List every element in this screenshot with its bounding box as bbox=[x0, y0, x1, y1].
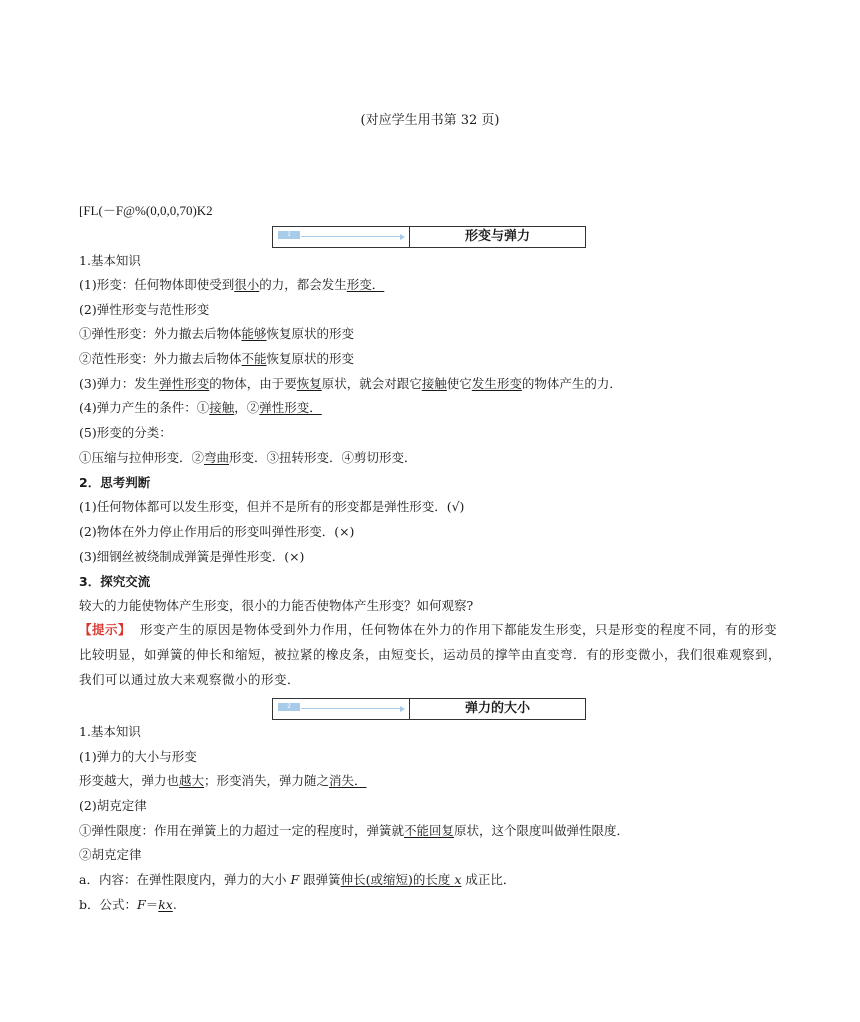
text-line: (2)物体在外力停止作用后的形变叫弹性形变．(×) bbox=[79, 524, 355, 539]
section-title: 形变与弹力 bbox=[464, 229, 530, 244]
text-line: ②范性形变：外力撤去后物体不能恢复原状的形变 bbox=[79, 351, 355, 366]
text-line: 形变越大，弹力也越大；形变消失，弹力随之消失． bbox=[79, 773, 367, 788]
subheading: 2．思考判断 bbox=[79, 475, 151, 490]
subheading: 3．探究交流 bbox=[79, 574, 151, 589]
arrow-icon bbox=[301, 708, 401, 709]
typesetting-code: [FL(－F@%(0,0,0,70)K2 bbox=[79, 203, 213, 218]
text-line: (5)形变的分类： bbox=[79, 425, 172, 440]
text-line: ②胡克定律 bbox=[79, 847, 142, 862]
page-reference: (对应学生用书第 32 页) bbox=[360, 113, 500, 128]
text-line: 1.基本知识 bbox=[79, 253, 141, 268]
question-text: 较大的力能使物体产生形变，很小的力能否使物体产生形变？如何观察? bbox=[79, 598, 474, 613]
arrow-icon bbox=[301, 236, 401, 237]
section-banner-2 bbox=[272, 698, 586, 720]
text-line: (2)胡克定律 bbox=[79, 798, 147, 813]
section-tag: 1 bbox=[278, 231, 300, 239]
text-line: (3)细钢丝被绕制成弹簧是弹性形变．(×) bbox=[79, 549, 305, 564]
section-title: 弹力的大小 bbox=[464, 701, 530, 716]
text-line: (1)任何物体都可以发生形变，但并不是所有的形变都是弹性形变．(√) bbox=[79, 499, 465, 514]
section-banner-1 bbox=[272, 226, 586, 248]
hint-paragraph: 【提示】 形变产生的原因是物体受到外力作用，任何物体在外力的作用下都能发生形变，只是形变的程度不同，有的形变比较明显，如弹簧的伸长和缩短，被拉紧的橡皮条，由短变长，运动员的撑竿由直变弯．有的形变微小，我们很难观察到，我们可以通过放大来观察微小的形变． bbox=[79, 622, 782, 687]
text-line: a．内容：在弹性限度内，弹力的大小 F 跟弹簧伸长(或缩短)的长度 x 成正比． bbox=[79, 872, 516, 887]
text-line: 1.基本知识 bbox=[79, 724, 141, 739]
text-line: b．公式：F＝kx. bbox=[79, 897, 177, 912]
text-line: (4)弹力产生的条件：①接触，②弹性形变． bbox=[79, 400, 322, 415]
text-line: ①弹性形变：外力撤去后物体能够恢复原状的形变 bbox=[79, 326, 355, 341]
text-line: ①弹性限度：作用在弹簧上的力超过一定的程度时，弹簧就不能回复原状，这个限度叫做弹性限度． bbox=[79, 823, 630, 838]
section-tag: 2 bbox=[278, 703, 300, 711]
text-line: ①压缩与拉伸形变．②弯曲形变．③扭转形变．④剪切形变． bbox=[79, 450, 417, 465]
text-line: (1)弹力的大小与形变 bbox=[79, 749, 197, 764]
hint-label: 【提示】 bbox=[79, 622, 132, 637]
text-line: (1)形变：任何物体即使受到很小的力，都会发生形变． bbox=[79, 277, 385, 292]
text-line: (2)弹性形变与范性形变 bbox=[79, 302, 210, 317]
text-line: (3)弹力：发生弹性形变的物体，由于要恢复原状，就会对跟它接触使它发生形变的物体产生的力． bbox=[79, 376, 622, 391]
